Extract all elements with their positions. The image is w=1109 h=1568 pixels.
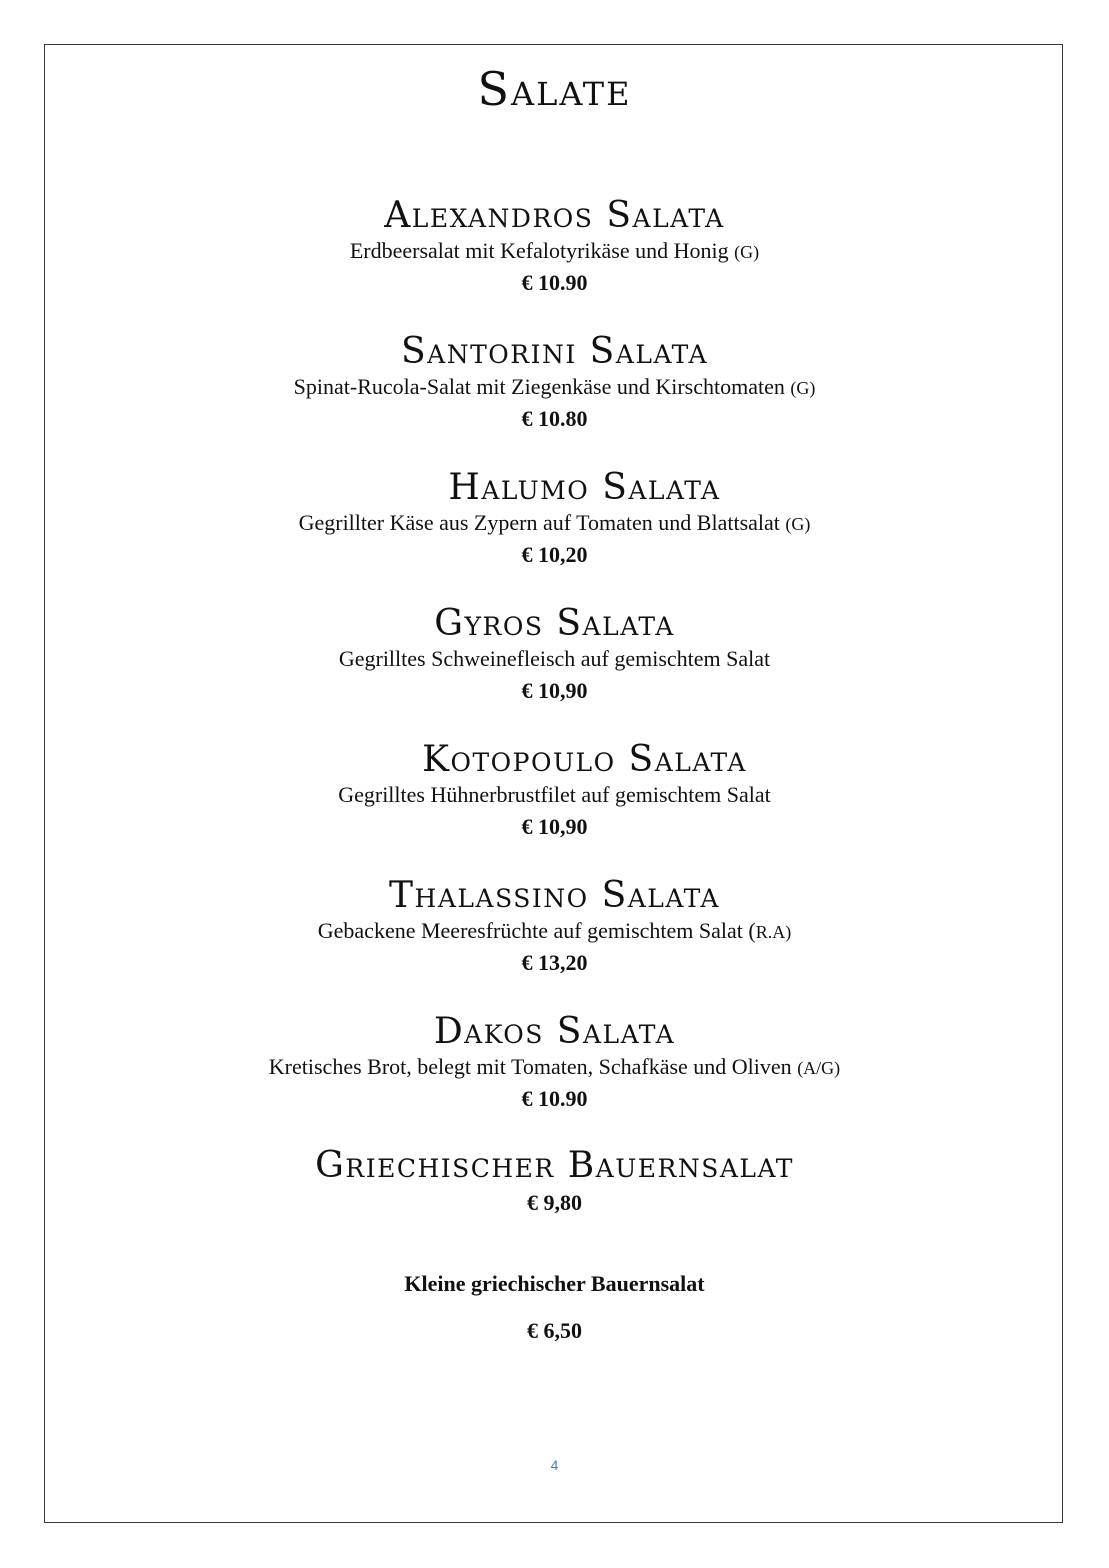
allergen-codes: (G) (790, 378, 816, 398)
dish-description-text: Gebackene Meeresfrüchte auf gemischtem Salat ( (317, 918, 756, 943)
dish-name: Kotopoulo Salata (422, 739, 747, 780)
dish-name: Alexandros Salata (384, 195, 725, 236)
menu-item (0, 875, 1109, 975)
dish-price: € 10.90 (521, 1086, 588, 1111)
dish-description (0, 512, 1109, 534)
dish-price: € 10.90 (521, 270, 588, 295)
dish-name: Halumo Salata (448, 467, 721, 508)
menu-item (0, 467, 1109, 567)
dish-price: € 9,80 (527, 1190, 582, 1215)
dish-description-text: Spinat-Rucola-Salat mit Ziegenkäse und Kirschtomaten (293, 374, 785, 399)
dish-name: Gyros Salata (434, 603, 675, 644)
dish-price: € 10.80 (521, 406, 588, 431)
dish-description (0, 376, 1109, 398)
dish-description (0, 1056, 1109, 1078)
dish-description-text: Erdbeersalat mit Kefalotyrikäse und Honig (349, 238, 729, 263)
allergen-codes: R.A) (755, 922, 792, 942)
dish-price: € 10,20 (521, 542, 588, 567)
dish-description-text: Gegrillter Käse aus Zypern auf Tomaten und Blattsalat (298, 510, 780, 535)
menu-item (0, 739, 1109, 839)
menu-item (0, 1011, 1109, 1111)
dish-price: € 10,90 (521, 678, 588, 703)
menu-item (0, 1145, 1109, 1215)
dish-description (0, 240, 1109, 262)
dish-description (0, 784, 1109, 806)
page-number: 4 (550, 1457, 559, 1473)
dish-description-text: Kretisches Brot, belegt mit Tomaten, Schafkäse und Oliven (268, 1054, 792, 1079)
dish-description (0, 648, 1109, 670)
menu-item (0, 331, 1109, 431)
allergen-codes: (G) (785, 514, 811, 534)
dish-name: Dakos Salata (433, 1011, 676, 1052)
page-title: Salate (477, 62, 632, 116)
dish-description-text: Gegrilltes Hühnerbrustfilet auf gemischtem Salat (338, 782, 771, 807)
small-salad-name: Kleine griechischer Bauernsalat (404, 1271, 705, 1296)
small-salad-price: € 6,50 (527, 1318, 582, 1343)
dish-description-text: Gegrilltes Schweinefleisch auf gemischtem Salat (338, 646, 771, 671)
dish-price: € 10,90 (521, 814, 588, 839)
allergen-codes: (G) (734, 242, 760, 262)
dish-name: Griechischer Bauernsalat (315, 1145, 794, 1186)
menu-item (0, 195, 1109, 295)
menu-item (0, 603, 1109, 703)
dish-price: € 13,20 (521, 950, 588, 975)
dish-name: Santorini Salata (400, 331, 709, 372)
dish-name: Thalassino Salata (389, 875, 720, 916)
dish-description (0, 920, 1109, 942)
allergen-codes: (A/G) (797, 1058, 841, 1078)
